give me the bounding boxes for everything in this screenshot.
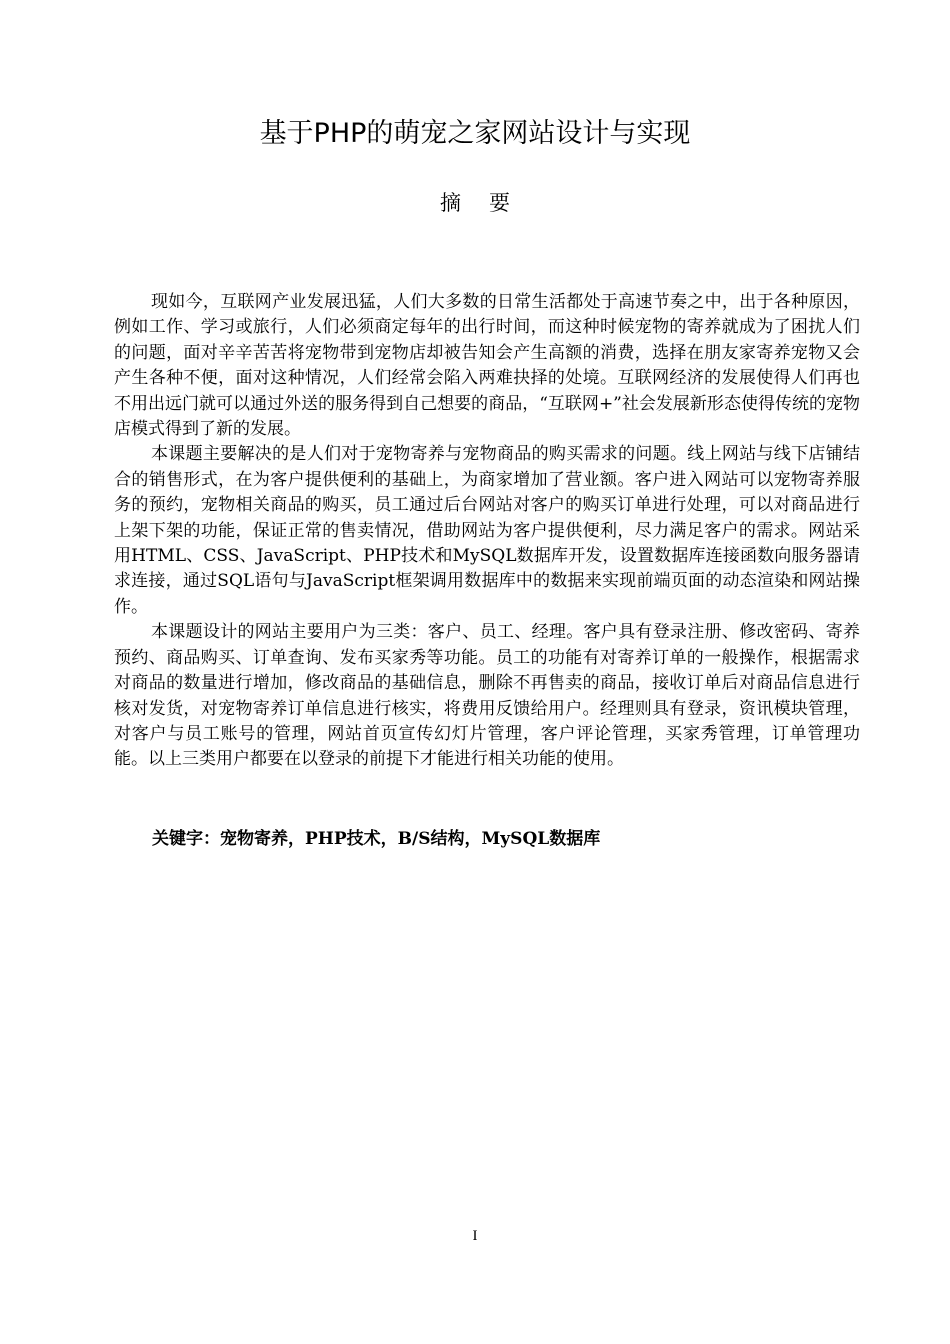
abstract-paragraph-2: 本课题主要解决的是人们对于宠物寄养与宠物商品的购买需求的问题。线上网站与线下店铺结合的销售形式，在为客户提供便利的基础上，为商家增加了营业额。客户进入网站可以宠物寄养服务的预约，宠物相关商品的购买，员工通过后台网站对客户的购买订单进行处理，可以对商品进行上架下架的功能，保证正常的售卖情况，借助网站为客户提供便利，尽力满足客户的需求。网站采用HTML、CSS、JavaScript、PHP技术和MySQL数据库开发，设置数据库连接函数向服务器请求连接，通过SQL语句与JavaScript框架调用数据库中的数据来实现前端页面的动态渲染和网站操作。 xyxy=(114,444,860,617)
abstract-paragraph-3: 本课题设计的网站主要用户为三类：客户、员工、经理。客户具有登录注册、修改密码、寄养预约、商品购买、订单查询、发布买家秀等功能。员工的功能有对寄养订单的一般操作，根据需求对商品的数量进行增加，修改商品的基础信息，删除不再售卖的商品，接收订单后对商品信息进行核对发货，对宠物寄养订单信息进行核实，将费用反馈给用户。经理则具有登录，资讯模块管理，对客户与员工账号的管理，网站首页宣传幻灯片管理，客户评论管理，买家秀管理，订单管理功能。以上三类用户都要在以登录的前提下才能进行相关功能的使用。 xyxy=(114,622,860,770)
keywords-label: 关键字： xyxy=(152,829,220,849)
abstract-body xyxy=(114,290,860,773)
keywords-value: 宠物寄养，PHP技术，B/S结构，MySQL数据库 xyxy=(220,829,601,849)
page-number: I xyxy=(472,1228,478,1244)
abstract-heading: 摘要 xyxy=(440,191,538,215)
page-title: 基于PHP的萌宠之家网站设计与实现 xyxy=(259,118,691,149)
abstract-paragraph-1: 现如今，互联网产业发展迅猛，人们大多数的日常生活都处于高速节奏之中，出于各种原因，例如工作、学习或旅行，人们必须商定每年的出行时间，而这种时候宠物的寄养就成为了困扰人们的问题，面对辛辛苦苦将宠物带到宠物店却被告知会产生高额的消费，选择在朋友家寄养宠物又会产生各种不便，面对这种情况，人们经常会陷入两难抉择的处境。互联网经济的发展使得人们再也不用出远门就可以通过外送的服务得到自己想要的商品，“互联网+”社会发展新形态使得传统的宠物店模式得到了新的发展。 xyxy=(114,292,860,440)
keywords-line xyxy=(152,826,600,852)
